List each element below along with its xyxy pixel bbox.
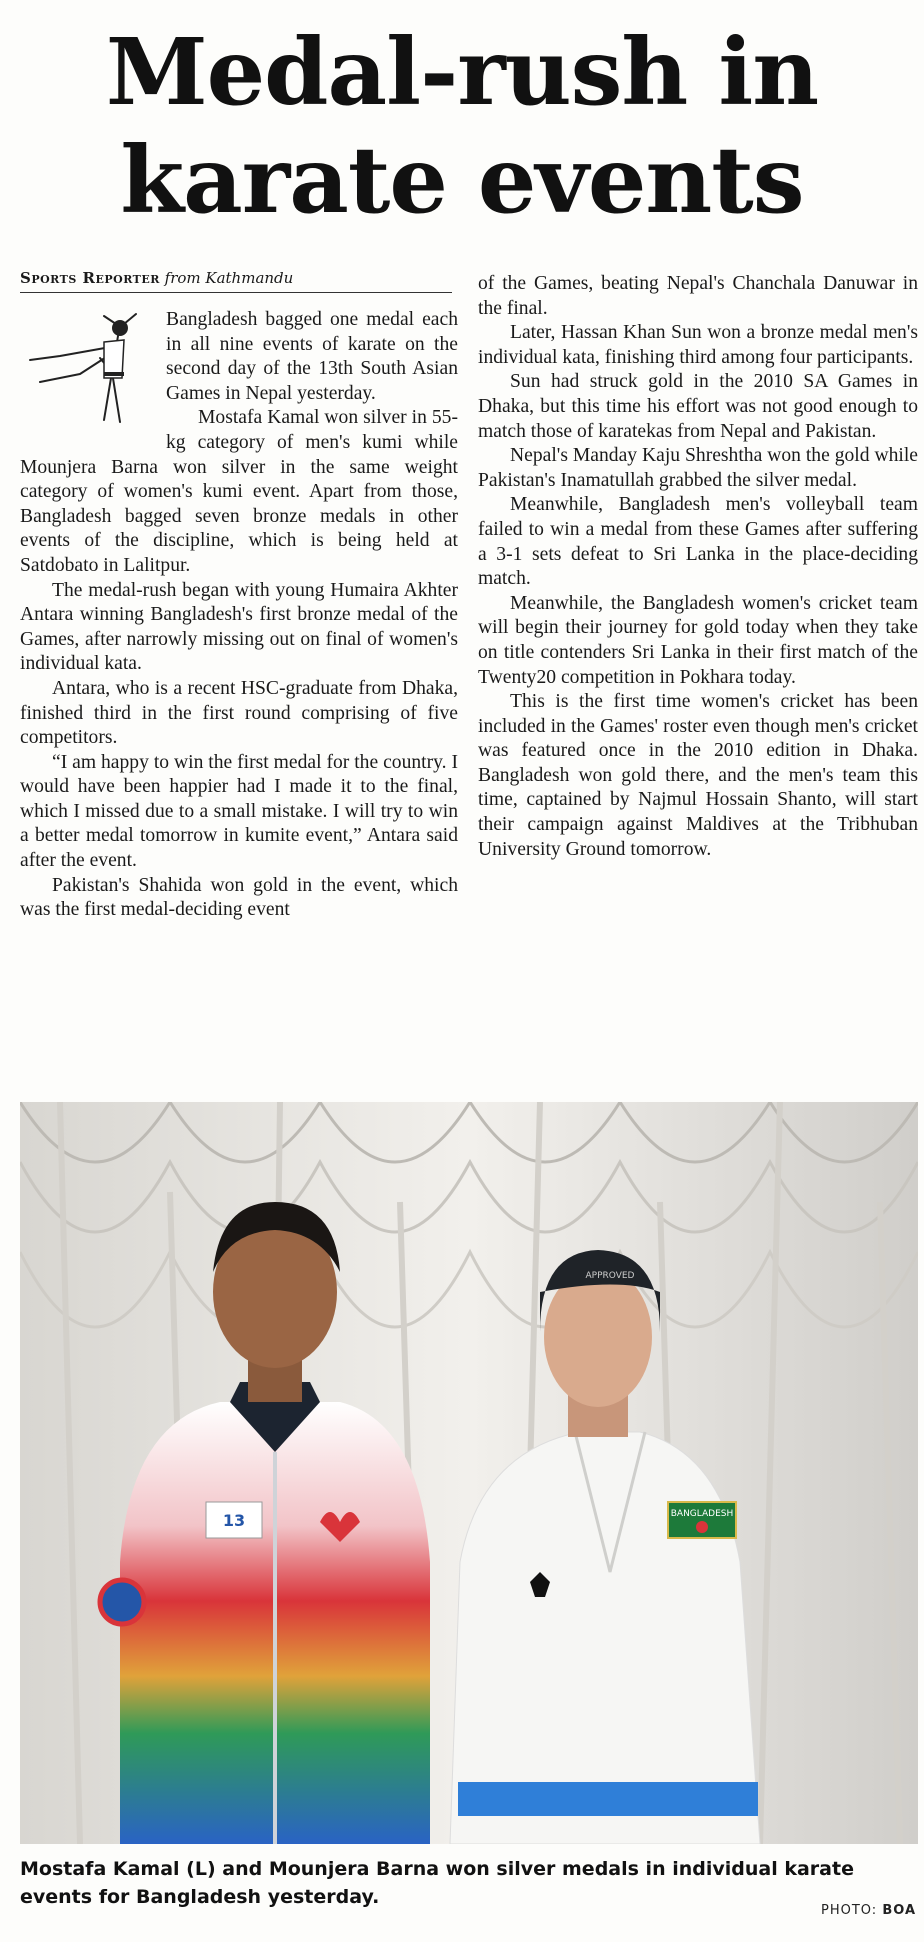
photo-caption: Mostafa Kamal (L) and Mounjera Barna won silver medals in individual karate events for Bangladesh yesterday. [20,1858,854,1908]
paragraph: “I am happy to win the first medal for the country. I would have been happier had I made it to the final, which I missed due to a small mistake. I will try to win a better medal tomorrow in kumite event,” Antara said after the event. [20,751,458,872]
photo-illustration [20,1102,918,1844]
headline-line-2: karate events [120,126,804,234]
photo-credit-label: PHOTO: [821,1903,878,1918]
headline [0,18,924,234]
paragraph: Mostafa Kamal won silver in 55-kg category of men's kumi while Mounjera Barna won silver in the same weight category of women's kumi event. Apart from those, Bangladesh bagged seven bronze medals in other events of the discipline, which is being held at Satdobato in Lalitpur. [20,407,458,576]
photo-credit [821,1903,916,1918]
headline-line-1: Medal-rush in [105,18,819,126]
article-right-column [478,272,918,862]
paragraph: Later, Hassan Khan Sun won a bronze medal men's individual kata, finishing third among four participants. [478,322,918,368]
article-left-column [20,308,458,923]
games-logo-text: 13 [222,1511,246,1530]
bangladesh-patch-text: BANGLADESH [670,1509,734,1519]
paragraph: This is the first time women's cricket has been included in the Games' roster even though men's cricket was featured once in the 2010 edition in Dhaka. Bangladesh won gold there, and the men's team this time, captained by Najmul Hossain Shanto, will start their campaign against Maldives at the Tribhuban University Ground tomorrow. [478,691,918,860]
paragraph: Nepal's Manday Kaju Shreshtha won the gold while Pakistan's Inamatullah grabbed the silver medal. [478,445,918,491]
byline-from: from Kathmandu [164,269,294,287]
paragraph: of the Games, beating Nepal's Chanchala Danuwar in the final. [478,273,918,319]
paragraph: Pakistan's Shahida won gold in the event, which was the first medal-deciding event [20,874,458,921]
paragraph: Sun had struck gold in the 2010 SA Games in Dhaka, but this time his effort was not good enough to match those of karatekas from Nepal and Pakistan. [478,371,918,442]
byline-reporter: Sports Reporter [20,269,160,287]
photo-credit-source: BOA [882,1903,916,1918]
athletes-photo [20,1102,918,1844]
paragraph: Bangladesh bagged one medal each in all nine events of karate on the second day of the 13th South Asian Games in Nepal yesterday. [166,309,458,404]
paragraph: Meanwhile, Bangladesh men's volleyball team failed to win a medal from these Games after suffering a 3-1 sets defeat to Sri Lanka in the place-deciding match. [478,494,918,590]
cap-text: APPROVED [585,1271,635,1281]
byline [20,268,452,293]
paragraph: The medal-rush began with young Humaira Akhter Antara winning Bangladesh's first bronze medal of the Games, after narrowly missing out on final of women's individual kata. [20,579,458,675]
paragraph: Antara, who is a recent HSC-graduate from Dhaka, finished third in the first round comprising of five competitors. [20,677,458,749]
karate-kick-illustration [20,312,156,430]
paragraph: Meanwhile, the Bangladesh women's cricket team will begin their journey for gold today when they take on title contenders Sri Lanka in their first match of the Twenty20 competition in Pokhara today. [478,592,918,688]
